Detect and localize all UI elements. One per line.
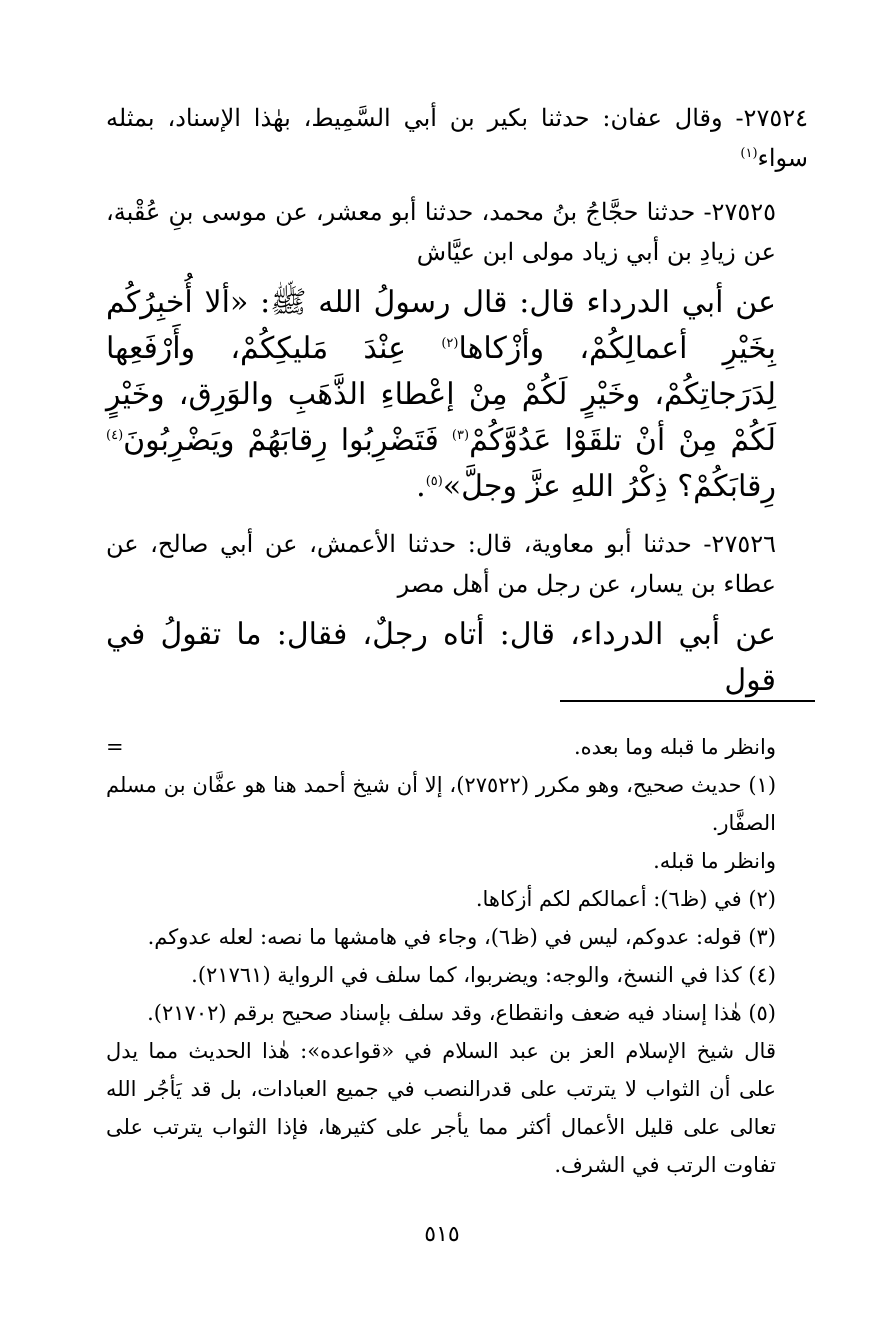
footnote-4: (٤) كذا في النسخ، والوجه: ويضربوا، كما سلف في الرواية (٢١٧٦١).: [191, 963, 776, 987]
footnote-ref-5: (٥): [425, 474, 443, 489]
footnote-continuation: وانظر ما قبله وما بعده.: [573, 735, 776, 759]
footnote-ref-4: (٤): [106, 428, 124, 443]
footnote-2: (٢) في (ظ٦): أعمالكم لكم أزكاها.: [475, 887, 776, 911]
footnotes-section: [106, 728, 808, 1184]
hadith-27524: [106, 98, 808, 178]
hadith-27525-matn: [106, 280, 808, 510]
hadith-27526-isnad: ٢٧٥٢٦- حدثنا أبو معاوية، قال: حدثنا الأعمش، عن أبي صالح، عن عطاء بن يسار، عن رجل من أهل مصر: [106, 530, 776, 598]
footnote-continuation-row: [106, 728, 808, 766]
footnote-ref-3: (٣): [451, 428, 470, 443]
footnote-ref-1: (١): [740, 146, 758, 161]
page-number: ٥١٥: [424, 1222, 460, 1247]
footnote-5-b: قال شيخ الإسلام العز بن عبد السلام في «قواعده»: هٰذا الحديث مما يدل على أن الثواب لا يترتب على قدرالنصب في جميع العبادات، بل قد يَأجُر الله تعالى على قليل الأعمال أكثر مما يأجر على كثيرها، فإذا الثواب يترتب على تفاوت الرتب في الشرف.: [106, 1039, 776, 1177]
footnote-ref-2: (٢): [441, 336, 459, 351]
matn-part-a: عن أبي الدرداء قال: قال رسولُ الله ﷺ: «ألا أُخبِرُكُم بِخَيْرِ أعمالِكُمْ، وأزْكاها: [106, 285, 776, 366]
footnote-divider: [560, 700, 815, 702]
continuation-marker: =: [106, 735, 124, 759]
footnote-1-b: وانظر ما قبله.: [653, 849, 776, 873]
matn-part-e: .: [416, 469, 426, 504]
hadith-27525-isnad: ٢٧٥٢٥- حدثنا حجَّاجُ بنُ محمد، حدثنا أبو معشر، عن موسى بنِ عُقْبة، عن زيادِ بن أبي زياد مولى ابن عيَّاش: [106, 198, 776, 266]
hadith-27526-matn: عن أبي الدرداء، قال: أتاه رجلٌ، فقال: ما تقولُ في قول: [106, 617, 776, 698]
footnote-5: (٥) هٰذا إسناد فيه ضعف وانقطاع، وقد سلف بإسناد صحيح برقم (٢١٧٠٢).: [147, 1001, 776, 1025]
matn-part-c: فَتَضْرِبُوا رِقابَهُمْ ويَضْرِبُونَ: [123, 423, 452, 458]
matn-part-d: رِقابَكُمْ؟ ذِكْرُ اللهِ عزَّ وجلَّ»: [442, 469, 776, 504]
footnote-1: (١) حديث صحيح، وهو مكرر (٢٧٥٢٢)، إلا أن شيخ أحمد هنا هو عفَّان بن مسلم الصفَّار.: [106, 773, 777, 835]
hadith-27524-text: ٢٧٥٢٤- وقال عفان: حدثنا بكير بن أبي السَّمِيط، بهٰذا الإسناد، بمثله سواء: [106, 104, 808, 172]
matn-part-b: عِنْدَ مَليكِكُمْ، وأَرْفَعِها لِدَرَجاتِكُمْ، وخَيْرٍ لَكُمْ مِنْ إعْطاءِ الذَّهَبِ والوَرِق، وخَيْرٍ لَكُمْ مِنْ أنْ تلقَوْا عَدُوَّكُمْ: [106, 331, 776, 458]
footnote-3: (٣) قوله: عدوكم، ليس في (ظ٦)، وجاء في هامشها ما نصه: لعله عدوكم.: [147, 925, 776, 949]
